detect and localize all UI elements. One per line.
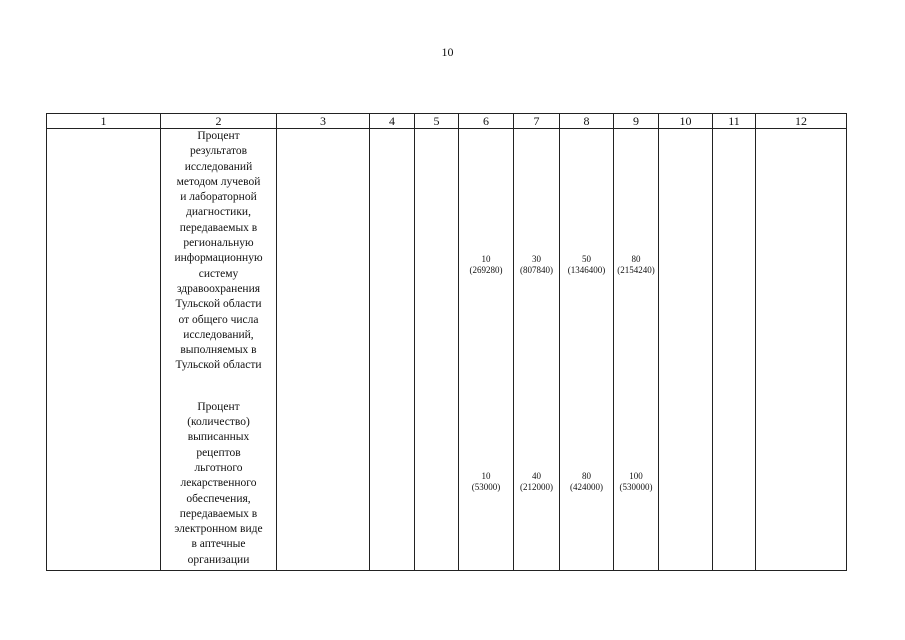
- count-value: (807840): [520, 265, 553, 275]
- percent-value: 10: [481, 471, 491, 481]
- page-number: 10: [441, 45, 454, 59]
- count-value: (2154240): [617, 265, 655, 275]
- indicator-1-line: исследований: [184, 160, 253, 173]
- column-header-11: 11: [713, 114, 756, 129]
- indicator-1-line: выполняемых в: [180, 344, 257, 357]
- indicator-1-line: информационную: [174, 252, 263, 265]
- column-header-9: 9: [614, 114, 659, 129]
- indicator-2-line: льготного: [194, 461, 243, 474]
- cell-col-7: [514, 129, 560, 571]
- count-value: (530000): [619, 482, 653, 492]
- indicator-1-line: систему: [198, 267, 239, 280]
- indicator-2-line: организации: [187, 553, 250, 566]
- indicator-2-line: обеспечения,: [186, 492, 251, 505]
- indicator-1-line: Процент: [197, 130, 240, 142]
- indicator-2-line: передаваемых в: [179, 507, 258, 520]
- indicator-1-line: Тульской области: [175, 359, 262, 372]
- indicator-1-line: здравоохранения: [176, 282, 261, 295]
- count-value: (53000): [471, 482, 501, 492]
- percent-value: 80: [631, 254, 641, 264]
- column-number-row: [47, 114, 847, 129]
- indicator-1-line: методом лучевой: [176, 175, 261, 188]
- count-value: (424000): [570, 482, 603, 492]
- indicator-2-line: в аптечные: [191, 538, 246, 551]
- table-row: [47, 129, 847, 571]
- year-value-column: [514, 129, 559, 570]
- percent-value: 40: [532, 471, 541, 481]
- cell-col-8: [560, 129, 614, 571]
- indicator-1-value: [614, 254, 658, 276]
- indicator-2-text: [161, 400, 276, 568]
- indicator-1-text: [161, 129, 276, 374]
- indicator-1-line: от общего числа: [178, 313, 259, 326]
- count-value: (269280): [469, 265, 503, 275]
- indicator-table: [46, 113, 847, 571]
- indicator-1-value: [459, 254, 513, 276]
- column-header-4: 4: [370, 114, 415, 129]
- indicator-1-line: передаваемых в: [179, 221, 258, 234]
- indicator-2-value: [514, 471, 559, 493]
- cell-col-11: [713, 129, 756, 571]
- year-value-column: [560, 129, 613, 570]
- column-header-5: 5: [415, 114, 459, 129]
- column-header-10: 10: [659, 114, 713, 129]
- indicator-1-value: [514, 254, 559, 276]
- indicator-2-line: лекарственного: [180, 477, 257, 490]
- cell-col-9: [614, 129, 659, 571]
- column-header-12: 12: [756, 114, 847, 129]
- indicator-1-line: и лабораторной: [180, 191, 257, 204]
- indicator-2-line: (количество): [187, 416, 250, 429]
- indicator-descriptions: [161, 129, 277, 571]
- indicator-2-line: выписанных: [187, 431, 250, 444]
- indicator-2-line: электронном виде: [174, 523, 263, 536]
- indicator-1-line: исследований,: [183, 328, 254, 341]
- column-header-6: 6: [459, 114, 514, 129]
- cell-col-4: [370, 129, 415, 571]
- year-value-column: [459, 129, 513, 570]
- percent-value: 30: [532, 254, 541, 264]
- count-value: (1346400): [567, 265, 606, 275]
- column-header-2: 2: [161, 114, 277, 129]
- cell-col-5: [415, 129, 459, 571]
- cell-col-10: [659, 129, 713, 571]
- percent-value: 80: [582, 471, 591, 481]
- count-value: (212000): [520, 482, 553, 492]
- indicator-1-line: региональную: [183, 237, 254, 250]
- cell-col-3: [277, 129, 370, 571]
- indicator-1-line: Тульской области: [175, 298, 262, 311]
- percent-value: 10: [481, 254, 491, 264]
- cell-col-1: [47, 129, 161, 571]
- indicator-2-value: [560, 471, 613, 493]
- indicator-1-line: диагностики,: [186, 206, 251, 219]
- year-value-column: [614, 129, 658, 570]
- indicator-2-line: рецептов: [196, 446, 241, 459]
- column-header-7: 7: [514, 114, 560, 129]
- percent-value: 50: [582, 254, 591, 264]
- percent-value: 100: [629, 471, 643, 481]
- column-header-3: 3: [277, 114, 370, 129]
- indicator-1-line: результатов: [189, 145, 248, 158]
- indicator-2-value: [459, 471, 513, 493]
- indicator-2-line: Процент: [197, 400, 240, 413]
- column-header-1: 1: [47, 114, 161, 129]
- column-header-8: 8: [560, 114, 614, 129]
- indicator-2-value: [614, 471, 658, 493]
- cell-col-6: [459, 129, 514, 571]
- indicator-1-value: [560, 254, 613, 276]
- cell-col-12: [756, 129, 847, 571]
